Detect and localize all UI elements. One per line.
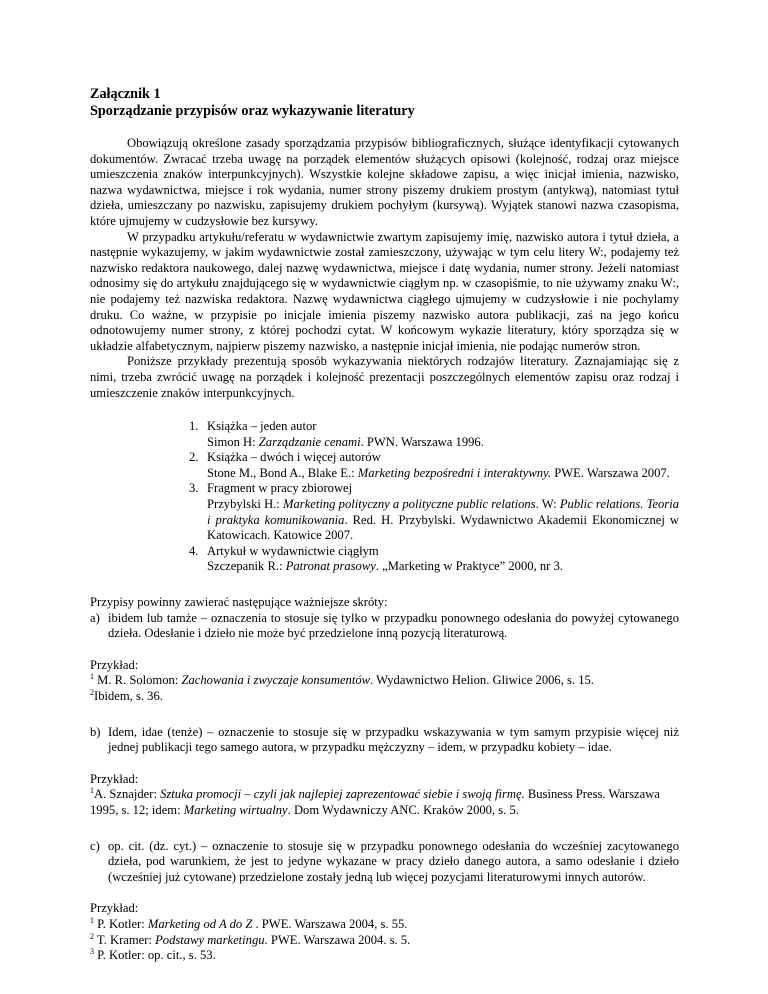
examples-list (90, 419, 679, 575)
footnote: $^1$ P. Kotler: Marketing od A do Z . PWE. Warszawa 2004, s. 55. (90, 915, 408, 931)
example-type: Książka – dwóch i więcej autorów (207, 450, 381, 465)
example-reference: Przybylski H.: Marketing polityczny a polityczne public relations. W: Public relations. Teoria i praktyka komunikowania. Red. H. Przybylski. Wydawnictwo Akademii Ekonomicznej w Katowicach. Katowice 2007. (207, 497, 680, 543)
example-reference: Szczepanik R.: Patronat prasowy. „Marketing w Praktyce” 2000, nr 3. (207, 559, 563, 574)
paragraph-2: W przypadku artykułu/referatu w wydawnictwie zwartym zapisujemy imię, nazwisko autora i tytuł dzieła, a następnie wykazujemy, w jakim wydawnictwie został zamieszczony, używając w tym celu litery W:, podajemy też nazwisko redaktora naukowego, dalej nazwę wydawnictwa, miejsce i datę wydania, numer strony. Jeżeli natomiast odnosimy się do artykułu znajdującego się w wydawnictwie ciągłym np. w czasopiśmie, to nie używamy znaku W:, nie podajemy też nazwiska redaktora. Nazwę wydawnictwa ciągłego ujmujemy w cudzysłowie i nie pochylamy druku. Co ważne, w przypisie po inicjale imienia piszemy nazwisko autora publikacji, zaś na jego końcu odnotowujemy numer strony, z której pochodzi cytat. W końcowym wykazie literatury, który sporządza się w układzie alfabetycznym, najpierw piszemy nazwisko, a następnie inicjał imienia, nie podając numerów stron. (90, 229, 679, 353)
example-label-a: Przykład: (90, 657, 139, 672)
list-item: 1. Książka – jeden autor Simon H: Zarządzanie cenami. PWN. Warszawa 1996. (207, 419, 679, 450)
example-reference: Stone M., Bond A., Blake E.: Marketing bezpośredni i interaktywny. PWE. Warszawa 2007. (207, 465, 670, 480)
footnote: $^1$ M. R. Solomon: Zachowania i zwyczaje konsumentów. Wydawnictwo Helion. Gliwice 2006, s. 15. (90, 672, 594, 688)
heading-line-1: Załącznik 1 (90, 86, 161, 102)
document-heading (90, 86, 679, 120)
footnote: $^2$Ibidem, s. 36. (90, 687, 163, 703)
abbrev-item-c: c) op. cit. (dz. cyt.) – oznaczenie to stosuje się w przypadku ponownego odesłania do wcześniej zacytowanego dzieła, pod warunkiem, że jest to jedyne wykazane w pracy dzieło danego autora, a samo odesłanie i dzieło (wcześniej już cytowane) przedzielone zostały jedną lub więcej pozycjami literaturowymi innych autorów. (90, 838, 679, 884)
list-item: 4. Artykuł w wydawnictwie ciągłym Szczepanik R.: Patronat prasowy. „Marketing w Praktyce” 2000, nr 3. (207, 544, 679, 575)
paragraph-3: Poniższe przykłady prezentują sposób wykazywania niektórych rodzajów literatury. Zaznajamiając się z nimi, trzeba zwrócić uwagę na porządek i kolejność prezentacji poszczególnych elementów zapisu oraz rodzaj i umieszczenie znaków interpunkcyjnych. (90, 354, 679, 400)
footnote: $^3$ P. Kotler: op. cit., s. 53. (90, 946, 216, 963)
paragraph-1: Obowiązują określone zasady sporządzania przypisów bibliograficznych, służące identyfikacji cytowanych dokumentów. Zwracać trzeba uwagę na porządek elementów służących opisowi (kolejność, rodzaj oraz miejsce umieszczenia znaków interpunkcyjnych). Wszystkie kolejne składowe zapisu, a więc inicjał imienia, nazwisko, nazwa wydawnictwa, miejsce i rok wydania, numer strony piszemy drukiem prostym (antykwą), natomiast tytuł dzieła, umieszczany po nazwisku, zapisujemy drukiem pochyłym (kursywą). Wyjątek stanowi nazwa czasopisma, które ujmujemy w cudzysłowie bez kursywy. (90, 136, 679, 228)
abbrev-item-a: a) ibidem lub tamże – oznaczenia to stosuje się tylko w przypadku ponownego odesłania do powyżej cytowanego dzieła. Odesłanie i dzieło nie może być przedzielone inną pozycją literaturową. (90, 610, 679, 641)
example-label-b: Przykład: (90, 771, 139, 786)
example-reference: Simon H: Zarządzanie cenami. PWN. Warszawa 1996. (207, 434, 484, 449)
heading-line-2: Sporządzanie przypisów oraz wykazywanie literatury (90, 103, 415, 119)
list-item: 2. Książka – dwóch i więcej autorów Stone M., Bond A., Blake E.: Marketing bezpośredni i interaktywny. PWE. Warszawa 2007. (207, 450, 679, 481)
example-type: Fragment w pracy zbiorowej (207, 481, 353, 496)
list-item: 3. Fragment w pracy zbiorowej Przybylski H.: Marketing polityczny a polityczne public relations. W: Public relations. Teoria i praktyka komunikowania. Red. H. Przybylski. Wydawnictwo Akademii Ekonomicznej w Katowicach. Katowice 2007. (189, 481, 680, 543)
abbrev-item-b: b) Idem, idae (tenże) – oznaczenie to stosuje się w przypadku wskazywania w tym samym przypisie więcej niż jednej publikacji tego samego autora, w przypadku mężczyzny – idem, w przypadku kobiety – idae. (90, 724, 679, 755)
abbrev-intro: Przypisy powinny zawierać następujące ważniejsze skróty: (90, 595, 388, 610)
document-page (90, 86, 679, 964)
footnote: $^2$ T. Kramer: Podstawy marketingu. PWE. Warszawa 2004. s. 5. (90, 931, 411, 947)
example-type: Książka – jeden autor (207, 419, 317, 434)
footnote: $^1$A. Sznajder: Sztuka promocji – czyli jak najlepiej zaprezentować siebie i swoją firmę. Business Press. Warszawa 1995, s. 12; idem: Marketing wirtualny. Dom Wydawniczy ANC. Kraków 2000, s. 5. (90, 786, 660, 817)
example-type: Artykuł w wydawnictwie ciągłym (207, 543, 379, 558)
example-label-c: Przykład: (90, 901, 139, 916)
